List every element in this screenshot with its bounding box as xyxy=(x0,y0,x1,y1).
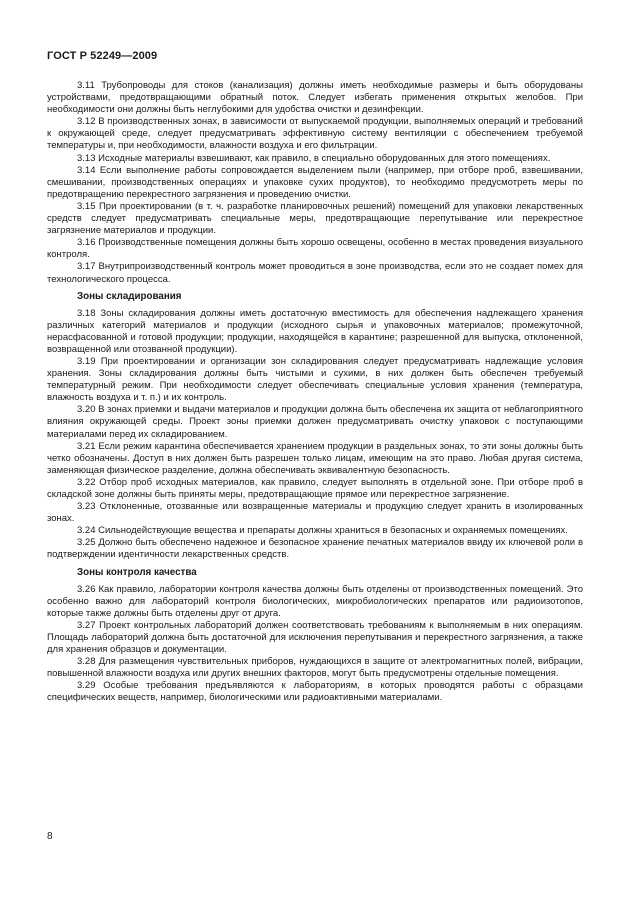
document-standard-id: ГОСТ Р 52249—2009 xyxy=(47,50,158,62)
paragraph: 3.21 Если режим карантина обеспечивается хранением продукции в раздельных зонах, то эти зоны должны быть четко обозначены. Доступ в них должен быть разрешен только лицам, имеющим на это право. Любая другая система, заменяющая физическое разделение, должна обеспечивать эквивалентную безопасность. xyxy=(47,440,583,476)
section-heading: Зоны контроля качества xyxy=(77,566,197,578)
paragraph: 3.15 При проектировании (в т. ч. разработке планировочных решений) помещений для упаковки лекарственных средств следует предусматривать специальные меры, предотвращающие перепутывание или перекрестное загрязнение материалов и продукции. xyxy=(47,200,583,237)
section-heading: Зоны складирования xyxy=(77,290,182,302)
paragraph: 3.12 В производственных зонах, в зависимости от выпускаемой продукции, выполняемых операций и требований к окружающей среде, следует предусматривать эффективную систему вентиляции с обеспечением требуемой температуры и, при необходимости, влажности воздуха и его фильтрации. xyxy=(47,116,583,152)
paragraph: 3.26 Как правило, лаборатории контроля качества должны быть отделены от производственных помещений. Это особенно важно для лабораторий контроля биологических, микробиологических препаратов или радиоизотопов, которые также должны быть отделены друг от друга. xyxy=(47,583,583,619)
paragraph: 3.28 Для размещения чувствительных приборов, нуждающихся в защите от электромагнитных полей, вибрации, повышенной влажности воздуха или других внешних факторов, могут быть предусмотрены отдельные помещения. xyxy=(47,656,583,680)
paragraph: 3.16 Производственные помещения должны быть хорошо освещены, особенно в местах проведения визуального контроля. xyxy=(47,237,583,261)
document-body xyxy=(47,80,583,705)
paragraph: 3.27 Проект контрольных лабораторий должен соответствовать требованиям к выполняемым в них операциям. Площадь лабораторий должна быть достаточной для исключения перепутывания и перекрестного загрязнения, а также для хранения образцов и документации. xyxy=(47,619,583,656)
paragraph: 3.24 Сильнодействующие вещества и препараты должны храниться в безопасных и охраняемых помещениях. xyxy=(77,525,568,537)
page-number: 8 xyxy=(47,831,53,842)
paragraph: 3.14 Если выполнение работы сопровождается выделением пыли (например, при отборе проб, взвешивании, смешивании, производственных операциях и упаковке сухих продуктов), то необходимо предусмотреть меры по предотвращению перекрестного загрязнения и проведению очистки. xyxy=(47,164,583,200)
paragraph: 3.29 Особые требования предъявляются к лабораториям, в которых проводятся работы с образцами специфических веществ, например, биологическими или радиоактивными материалами. xyxy=(47,680,583,704)
paragraph: 3.11 Трубопроводы для стоков (канализация) должны иметь необходимые размеры и быть оборудованы устройствами, предотвращающими обратный поток. Следует избегать применения открытых желобов. При необходимости они должны быть неглубокими для удобства очистки и дезинфекции. xyxy=(47,80,583,116)
paragraph: 3.20 В зонах приемки и выдачи материалов и продукции должна быть обеспечена их защита от неблагоприятного влияния окружающей среды. Проект зоны приемки должен предусматривать очистку упаковок с поступающими материалами перед их складированием. xyxy=(47,404,583,440)
paragraph: 3.18 Зоны складирования должны иметь достаточную вместимость для обеспечения надлежащего хранения различных категорий материалов и продукции (исходного сырья и упаковочных материалов; промежуточной, нерасфасованной и готовой продукции; продукции, находящейся в карантине; разрешенной для выпуска, отклоненной, возвращенной или отозванной продукции). xyxy=(47,307,583,355)
paragraph: 3.23 Отклоненные, отозванные или возвращенные материалы и продукцию следует хранить в изолированных зонах. xyxy=(47,501,583,525)
paragraph: 3.19 При проектировании и организации зон складирования следует предусматривать надлежащие условия хранения. Зоны складирования должны быть чистыми и сухими, в них должен быть обеспечен требуемый температурный режим. При необходимости следует обеспечивать специальные условия хранения (температура, влажность воздуха и т. п.) и их контроль. xyxy=(47,355,583,404)
paragraph: 3.17 Внутрипроизводственный контроль может проводиться в зоне производства, если это не создает помех для технологического процесса. xyxy=(47,261,583,285)
paragraph: 3.25 Должно быть обеспечено надежное и безопасное хранение печатных материалов ввиду их ключевой роли в подтверждении идентичности лекарственных средств. xyxy=(47,537,583,561)
paragraph: 3.13 Исходные материалы взвешивают, как правило, в специально оборудованных для этого помещениях. xyxy=(77,152,551,164)
paragraph: 3.22 Отбор проб исходных материалов, как правило, следует выполнять в отдельной зоне. При отборе проб в складской зоне должны быть приняты меры, предотвращающие прямое или перекрестное загрязнение. xyxy=(47,476,583,500)
